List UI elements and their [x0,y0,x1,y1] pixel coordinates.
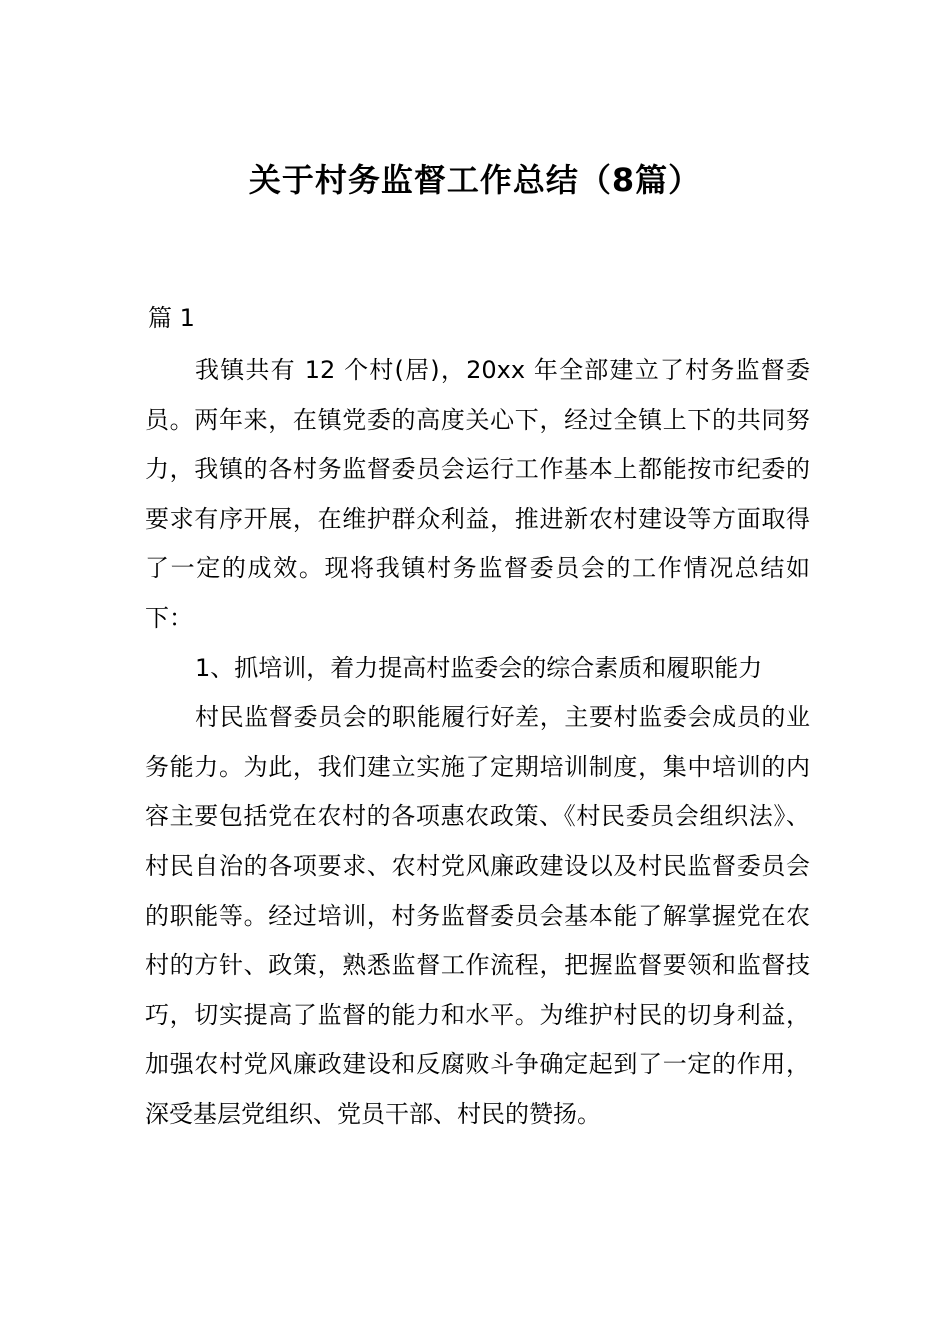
paragraph-heading-training: 1、抓培训，着力提高村监委会的综合素质和履职能力 [195,653,763,682]
paragraph-training-details: 村民监督委员会的职能履行好差，主要村监委会成员的业务能力。为此，我们建立实施了定期培训制度，集中培训的内容主要包括党在农村的各项惠农政策、《村民委员会组织法》、村民自治的各项要求、农村党风廉政建设以及村民监督委员会的职能等。经过培训，村务监督委员会基本能了解掌握党在农村的方针、政策，熟悉监督工作流程，把握监督要领和监督技巧，切实提高了监督的能力和水平。为维护村民的切身利益，加强农村党风廉政建设和反腐败斗争确定起到了一定的作用，深受基层党组织、党员干部、村民的赞扬。 [145,703,810,1128]
document-body [145,346,810,1140]
document-title: 关于村务监督工作总结（8篇） [248,161,702,199]
section-label: 篇 1 [148,304,195,332]
paragraph-intro: 我镇共有 12 个村(居)，20xx 年全部建立了村务监督委员。两年来，在镇党委的高度关心下，经过全镇上下的共同努力，我镇的各村务监督委员会运行工作基本上都能按市纪委的要求有序开展，在维护群众利益，推进新农村建设等方面取得了一定的成效。现将我镇村务监督委员会的工作情况总结如下： [145,356,810,632]
